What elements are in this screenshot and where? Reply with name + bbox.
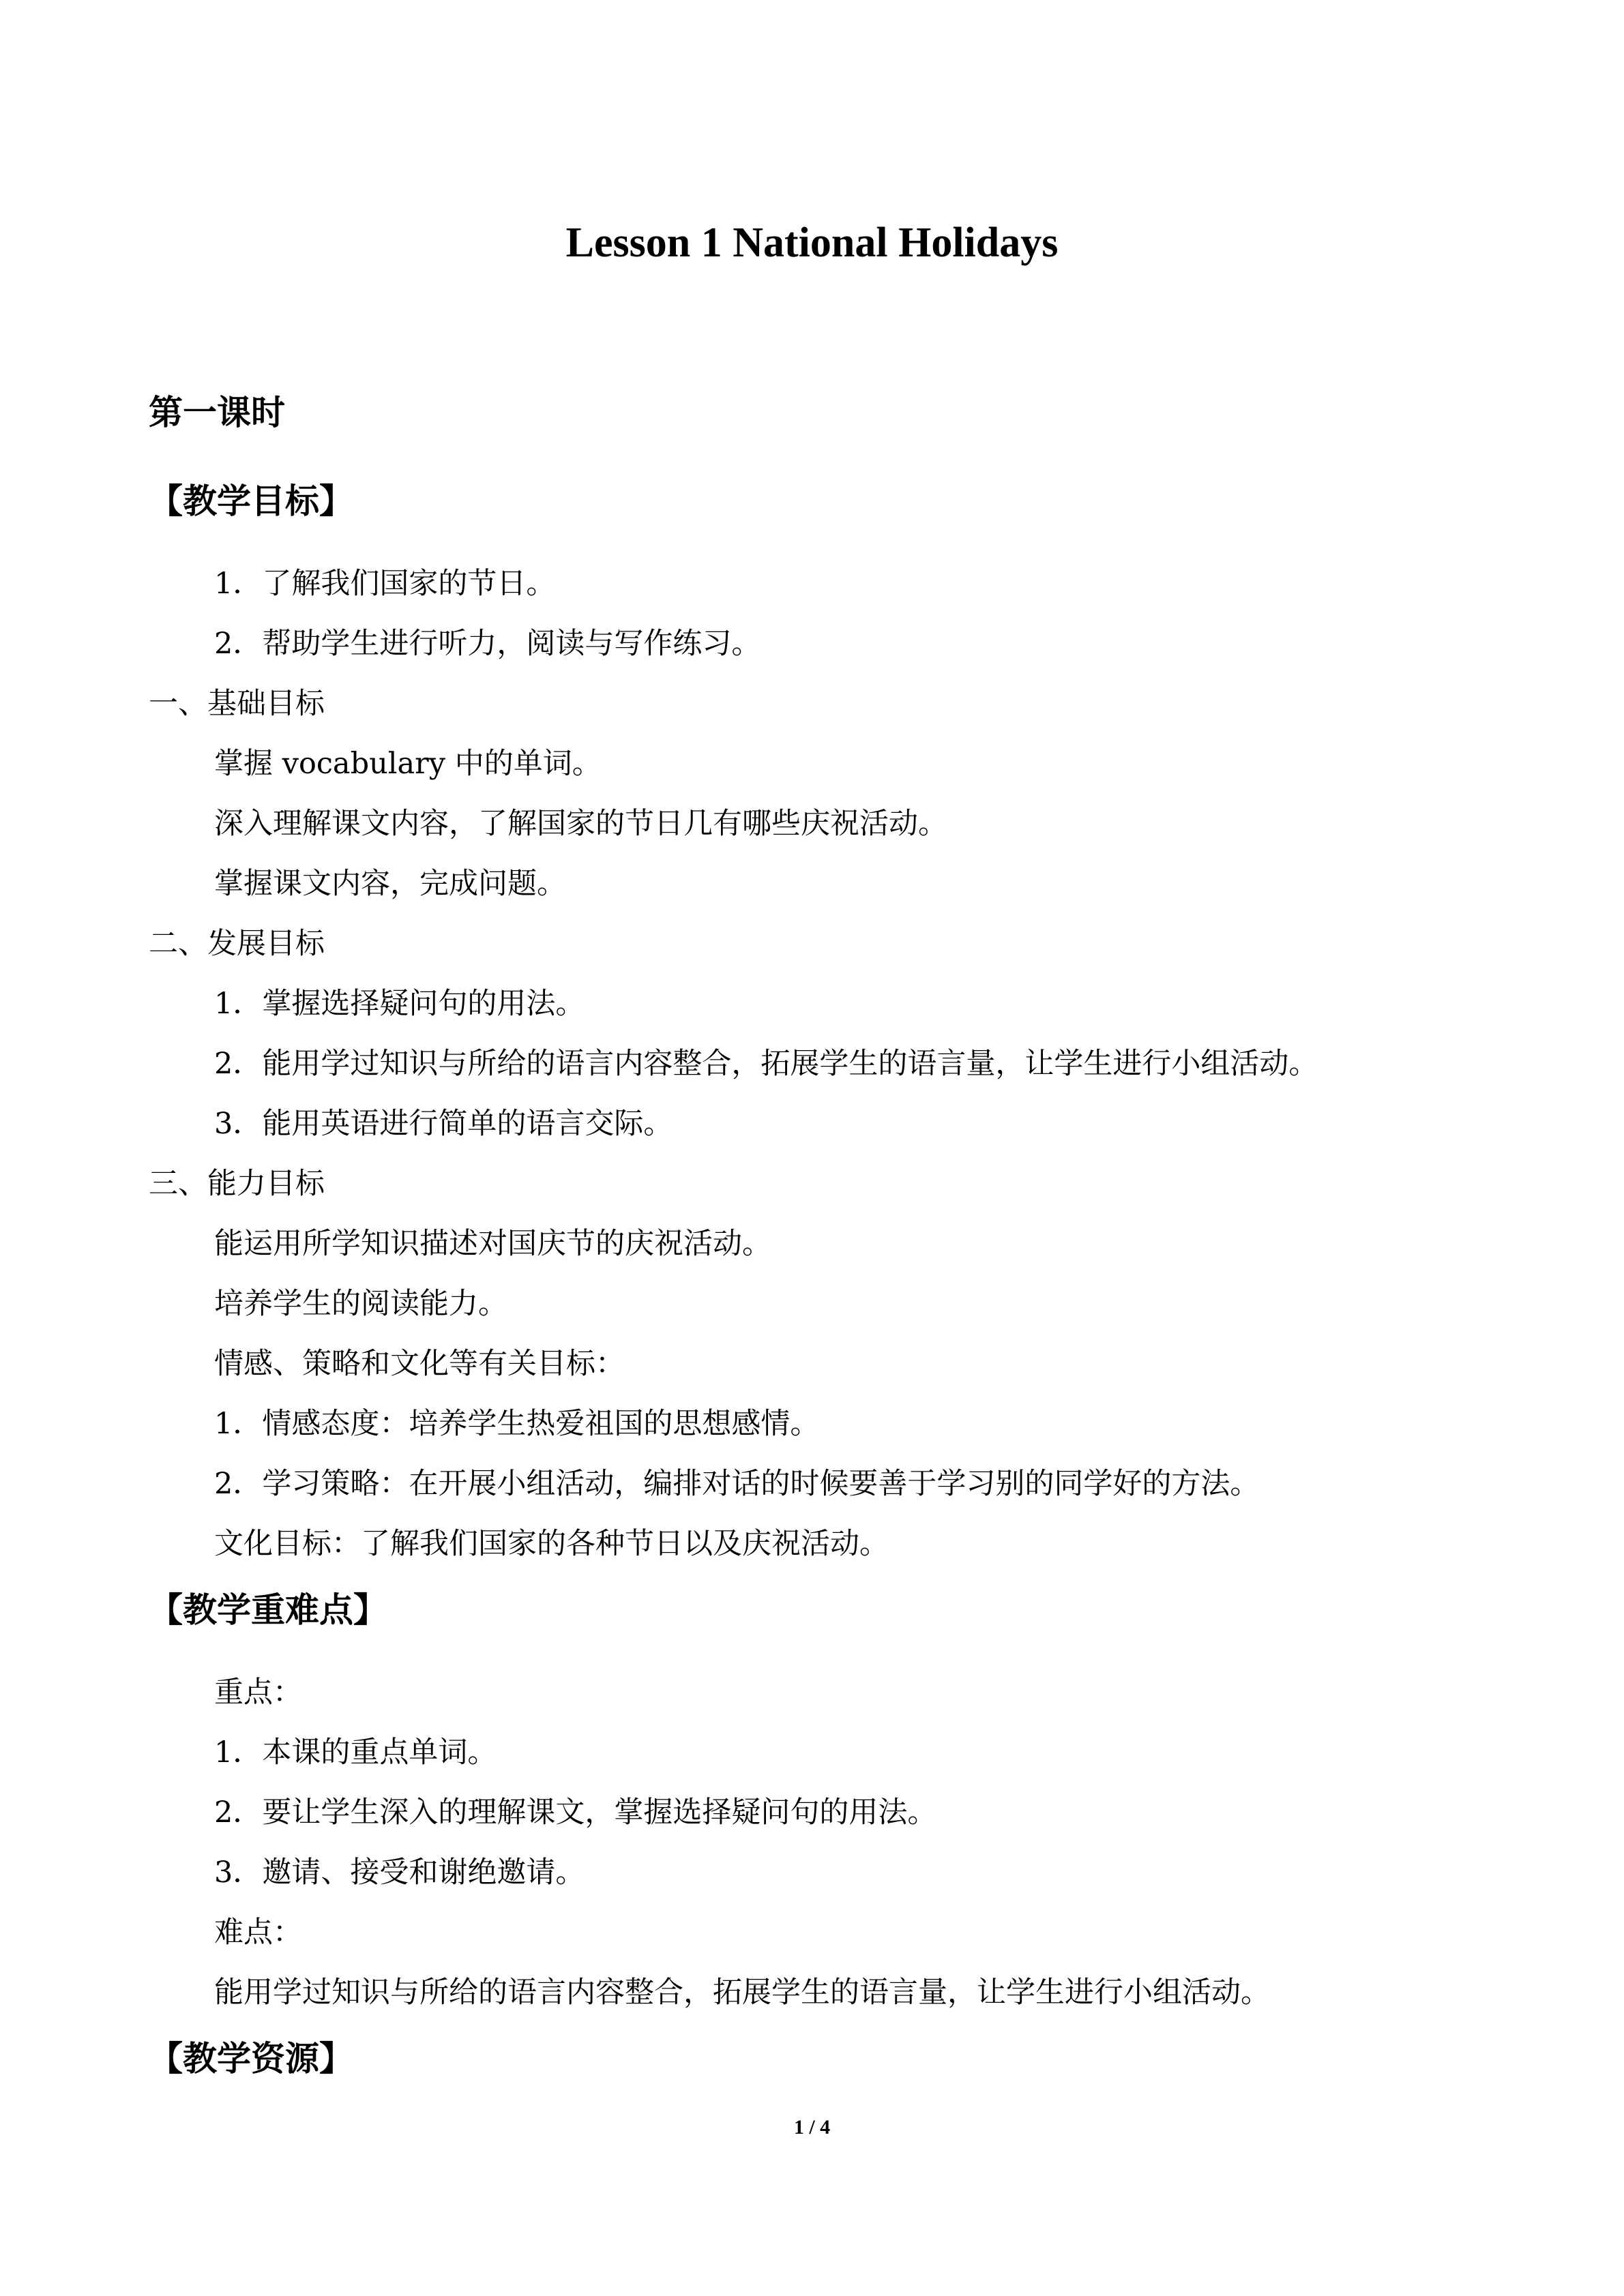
ability-goal-line: 情感、策略和文化等有关目标： [214,1347,625,1381]
development-goal-line: 1．掌握选择疑问句的用法。 [214,987,585,1021]
resources-heading: 【教学资源】 [149,2039,353,2078]
lesson-heading: 第一课时 [149,393,285,432]
ability-goal-line: 2．学习策略：在开展小组活动，编排对话的时候要善于学习别的同学好的方法。 [214,1467,1260,1501]
development-goal-line: 3．能用英语进行简单的语言交际。 [214,1107,673,1141]
basic-goal-line: 掌握课文内容，完成问题。 [214,867,566,901]
page-number: 1 / 4 [793,2116,831,2138]
development-goals-heading: 二、发展目标 [149,927,325,961]
goals-heading: 【教学目标】 [149,481,353,521]
difficult-point-line: 能用学过知识与所给的语言内容整合，拓展学生的语言量，让学生进行小组活动。 [214,1976,1270,2010]
document-title: Lesson 1 National Holidays [565,220,1059,266]
goal-intro-line: 2．帮助学生进行听力，阅读与写作练习。 [214,627,761,661]
ability-goal-line: 能运用所学知识描述对国庆节的庆祝活动。 [214,1227,771,1261]
basic-goals-heading: 一、基础目标 [149,687,325,721]
goal-intro-line: 1．了解我们国家的节日。 [214,567,556,601]
ability-goals-heading: 三、能力目标 [149,1167,325,1201]
basic-goal-line: 深入理解课文内容，了解国家的节日几有哪些庆祝活动。 [214,807,947,841]
ability-goal-line: 文化目标：了解我们国家的各种节日以及庆祝活动。 [214,1527,889,1561]
important-label: 重点： [214,1675,302,1710]
difficult-label: 难点： [214,1915,302,1950]
key-points-heading: 【教学重难点】 [149,1590,387,1630]
ability-goal-line: 培养学生的阅读能力。 [214,1287,507,1321]
ability-goal-line: 1．情感态度：培养学生热爱祖国的思想感情。 [214,1407,820,1441]
important-point-line: 3．邀请、接受和谢绝邀请。 [214,1855,585,1890]
important-point-line: 1．本课的重点单词。 [214,1735,497,1770]
development-goal-line: 2．能用学过知识与所给的语言内容整合，拓展学生的语言量，让学生进行小组活动。 [214,1047,1318,1081]
important-point-line: 2．要让学生深入的理解课文，掌握选择疑问句的用法。 [214,1795,937,1830]
basic-goal-line: 掌握 vocabulary 中的单词。 [214,747,602,781]
